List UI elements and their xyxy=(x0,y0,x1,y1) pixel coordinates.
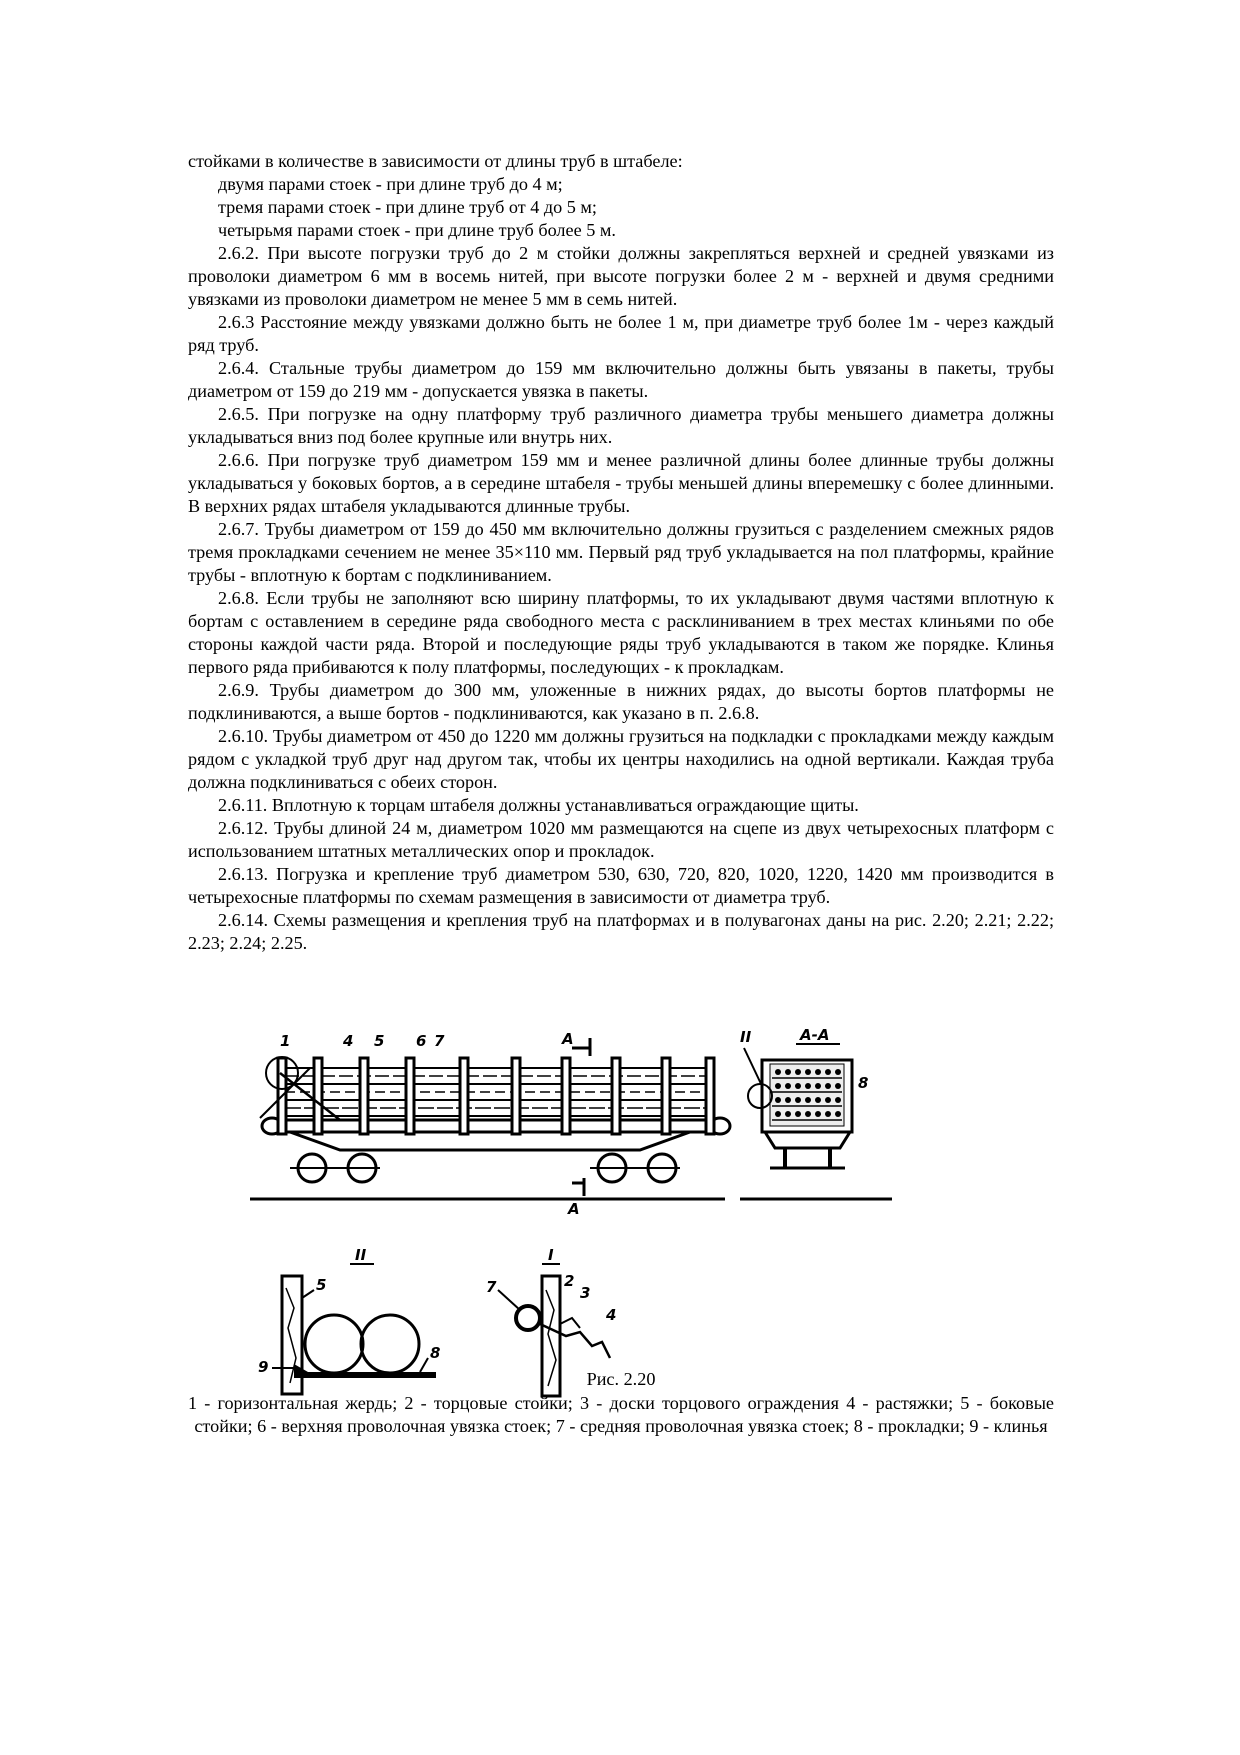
label-detail-i-2: 2 xyxy=(564,1272,575,1290)
section-mark-bottom: A xyxy=(568,1200,580,1218)
paragraph: 2.6.6. При погрузке труб диаметром 159 мм и менее различной длины более длинные трубы должны укладываться у боковых бортов, а в середине штабеля - трубы меньшей длины вперемешку с более длинными. В верхних рядах штабеля укладываются длинные трубы. xyxy=(188,450,1054,516)
label-detail-8: 8 xyxy=(430,1344,441,1362)
pipe-stack xyxy=(285,1068,710,1116)
paragraph: 2.6.5. При погрузке на одну платформу труб различного диаметра трубы меньшего диаметра должны укладываться вниз под более крупные или внутрь них. xyxy=(188,404,1054,447)
figure-caption: Рис. 2.20 xyxy=(586,1369,656,1389)
label-detail-5: 5 xyxy=(316,1276,327,1294)
label-detail-ii-top: II xyxy=(740,1028,752,1046)
paragraph: 2.6.3 Расстояние между увязками должно быть не более 1 м, при диаметре труб более 1м - через каждый ряд труб. xyxy=(188,312,1054,355)
paragraph: 2.6.9. Трубы диаметром до 300 мм, уложенные в нижних рядах, до высоты бортов платформы не подклиниваются, а выше бортов - подклиниваются, как указано в п. 2.6.8. xyxy=(188,680,1054,723)
label-a-a: A-A xyxy=(800,1026,830,1044)
platform-car xyxy=(262,1118,730,1182)
paragraph: 2.6.10. Трубы диаметром от 450 до 1220 мм должны грузиться на подкладки с прокладками между каждым рядом с укладкой труб друг над другом так, чтобы их центры находились на одной вертикали. Каждая труба должна подклиниваться с обеих сторон. xyxy=(188,726,1054,792)
paragraph: 2.6.13. Погрузка и крепление труб диаметром 530, 630, 720, 820, 1020, 1220, 1420 мм производится в четырехосные платформы по схемам размещения в зависимости от диаметра труб. xyxy=(188,864,1054,907)
paragraph: 2.6.7. Трубы диаметром от 159 до 450 мм включительно должны грузиться с разделением смежных рядов тремя прокладками сечением не менее 35×110 мм. Первый ряд труб укладывается на пол платформы, крайние трубы - вплотную к бортам с подклиниванием. xyxy=(188,519,1054,585)
brace-line xyxy=(280,1073,340,1120)
paragraph: четырьмя парами стоек - при длине труб более 5 м. xyxy=(218,220,616,240)
label-detail-9: 9 xyxy=(258,1358,269,1376)
label-8: 8 xyxy=(858,1074,869,1092)
paragraph: 2.6.2. При высоте погрузки труб до 2 м стойки должны закрепляться верхней и средней увязками из проволоки диаметром 6 мм в восемь нитей, при высоте погрузки более 2 м - верхней и двумя средними увязками из проволоки диаметром не менее 5 мм в семь нитей. xyxy=(188,243,1054,309)
paragraph: 2.6.12. Трубы длиной 24 м, диаметром 1020 мм размещаются на сцепе из двух четырехосных платформ с использованием штатных металлических опор и прокладок. xyxy=(188,818,1054,861)
label-detail-i: I xyxy=(548,1246,554,1264)
label-1: 1 xyxy=(280,1032,291,1050)
label-4: 4 xyxy=(343,1032,354,1050)
label-detail-i-3: 3 xyxy=(580,1284,591,1302)
label-7: 7 xyxy=(434,1032,445,1050)
label-6: 6 xyxy=(416,1032,427,1050)
section-a-a xyxy=(740,1026,868,1168)
paragraph: 2.6.14. Схемы размещения и крепления труб на платформах и в полувагонах даны на рис. 2.20; 2.21; 2.22; 2.23; 2.24; 2.25. xyxy=(188,910,1054,953)
label-5: 5 xyxy=(374,1032,385,1050)
label-detail-ii: II xyxy=(355,1246,367,1264)
paragraph: двумя парами стоек - при длине труб до 4 м; xyxy=(218,174,563,194)
side-stakes xyxy=(278,1058,714,1134)
section-mark-top: A xyxy=(562,1030,574,1048)
document-body xyxy=(188,150,1054,955)
label-detail-i-4: 4 xyxy=(606,1306,617,1324)
paragraph: стойками в количестве в зависимости от длины труб в штабеле: xyxy=(188,151,683,171)
label-detail-i-7: 7 xyxy=(486,1278,497,1296)
paragraph: 2.6.11. Вплотную к торцам штабеля должны устанавливаться ограждающие щиты. xyxy=(218,795,859,815)
figure-legend: 1 - горизонтальная жердь; 2 - торцовые стойки; 3 - доски торцового ограждения 4 - растяжки; 5 - боковые стойки; 6 - верхняя проволочная увязка стоек; 7 - средняя проволочная увязка стоек; 8 - прокладки; 9 - клинья xyxy=(188,1393,1054,1436)
figure-2-20 xyxy=(250,1026,1010,1376)
paragraph: 2.6.8. Если трубы не заполняют всю ширину платформы, то их укладывают двумя частями вплотную к бортам с оставлением в середине ряда свободного места с расклиниванием в трех местах клиньями по обе стороны каждой части ряда. Второй и последующие ряды труб укладываются в таком же порядке. Клинья первого ряда прибиваются к полу платформы, последующих - к прокладкам. xyxy=(188,588,1054,677)
paragraph: тремя парами стоек - при длине труб от 4 до 5 м; xyxy=(218,197,597,217)
paragraph: 2.6.4. Стальные трубы диаметром до 159 мм включительно должны быть увязаны в пакеты, трубы диаметром от 159 до 219 мм - допускается увязка в пакеты. xyxy=(188,358,1054,401)
